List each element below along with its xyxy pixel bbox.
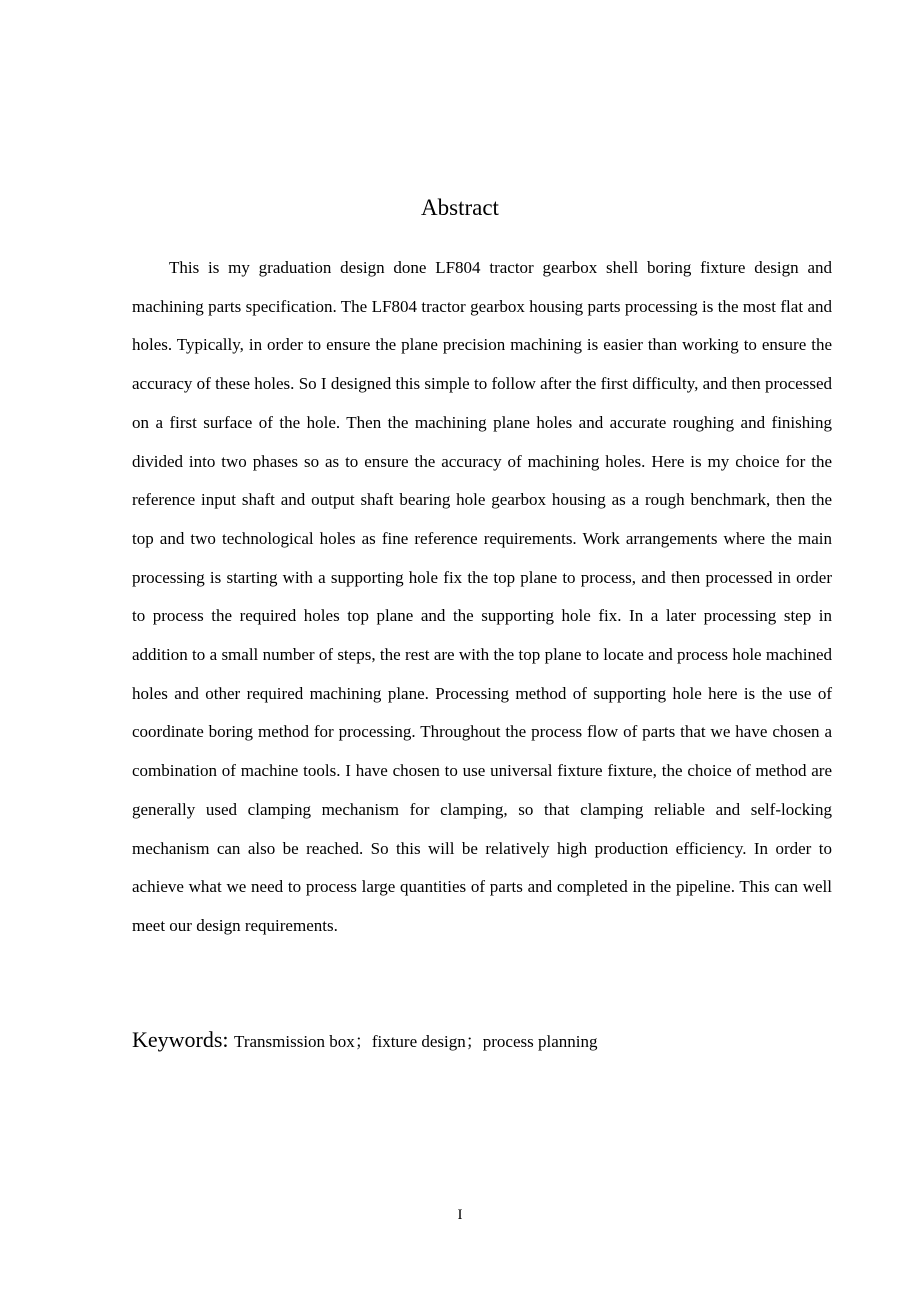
- page-title: Abstract: [421, 195, 499, 220]
- keyword-item: Transmission box: [234, 1032, 355, 1051]
- keyword-item: process planning: [482, 1032, 598, 1051]
- page-number: I: [457, 1207, 463, 1223]
- keyword-item: fixture design: [371, 1032, 466, 1051]
- keyword-separator: ；: [354, 1032, 372, 1051]
- keywords-line: [132, 1022, 832, 1060]
- keywords-label: Keywords:: [132, 1027, 235, 1052]
- keyword-separator: ；: [465, 1032, 483, 1051]
- abstract-body: This is my graduation design done LF804 tractor gearbox shell boring fixture design and machining parts specification. The LF804 tractor gearbox housing parts processing is the most flat and holes. Typically, in order to ensure the plane precision machining is easier than working to ensure the accuracy of these holes. So I designed this simple to follow after the first difficulty, and then processed on a first surface of the hole. Then the machining plane holes and accurate roughing and finishing divided into two phases so as to ensure the accuracy of machining holes. Here is my choice for the reference input shaft and output shaft bearing hole gearbox housing as a rough benchmark, then the top and two technological holes as fine reference requirements. Work arrangements where the main processing is starting with a supporting hole fix the top plane to process, and then processed in order to process the required holes top plane and the supporting hole fix. In a later processing step in addition to a small number of steps, the rest are with the top plane to locate and process hole machined holes and other required machining plane. Processing method of supporting hole here is the use of coordinate boring method for processing. Throughout the process flow of parts that we have chosen a combination of machine tools. I have chosen to use universal fixture fixture, the choice of method are generally used clamping mechanism for clamping, so that clamping reliable and self-locking mechanism can also be reached. So this will be relatively high production efficiency. In order to achieve what we need to process large quantities of parts and completed in the pipeline. This can well meet our design requirements.: [132, 258, 832, 935]
